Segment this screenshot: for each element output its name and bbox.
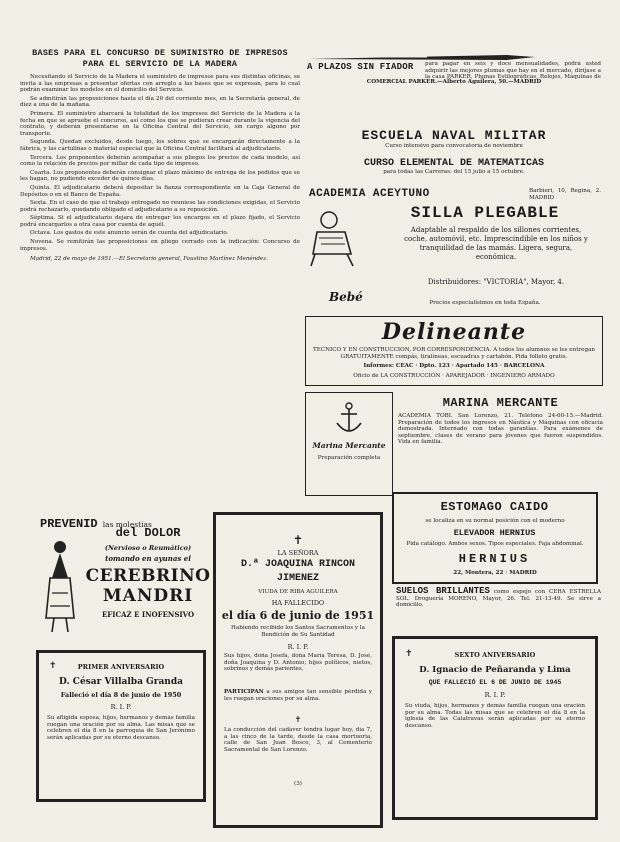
prevenid-tagline: EFICAZ E INOFENSIVO	[101, 610, 195, 619]
escuela-naval-subtitle: Curso intensivo para convocatoria de noviembre	[385, 143, 523, 149]
obit-relation: VIUDA DE RIBA AGUILERA	[258, 589, 338, 595]
ad-matematicas	[305, 158, 603, 176]
delineante-address: Informes: CEAC · Dpto. 123 · Apartado 145 · BARCELONA	[363, 363, 545, 369]
estomago-product: ELEVADOR HERNIUS	[453, 528, 536, 538]
obit-sacraments: Habiendo recibido los Santos Sacramentos y la Bendición de Su Santidad	[231, 625, 365, 638]
sexto-label: SEXTO ANIVERSARIO	[454, 651, 536, 659]
obituary-primer	[36, 650, 206, 802]
cross-icon-small: ✝	[294, 715, 302, 724]
sexto-rip: R. I. P.	[484, 691, 506, 699]
prevenid-product2: MANDRI	[102, 586, 194, 606]
ad-plazos	[305, 46, 603, 86]
estomago-brand: HERNIUS	[458, 552, 531, 566]
primer-label: PRIMER ANIVERSARIO	[77, 663, 165, 671]
prevenid-line3: (Nervioso o Reumático)	[104, 544, 192, 552]
obit-date: el día 6 de junio de 1951	[221, 609, 375, 622]
sexto-name: D. Ignacio de Peñaranda y Lima	[419, 665, 571, 675]
cross-icon: ✝	[292, 533, 304, 547]
contest-paragraph: Novena. Se remitirán las proposiciones en pliego cerrado con la indicación: Concurso de impresos.	[20, 239, 300, 252]
suelos-title: SUELOS BRILLANTES	[396, 586, 490, 596]
plazos-address: COMERCIAL PARKER.—Alberto Aguilera, 50.—MADRID	[366, 79, 542, 85]
ad-prevenid	[40, 512, 216, 638]
ad-silla	[305, 204, 603, 310]
obit-announce: PARTICIPAN	[224, 689, 264, 695]
contest-signature: Madrid, 22 de mayo de 1951.—El Secretario general, Faustino Martínez Menéndez.	[30, 256, 268, 263]
obit-announce-block	[224, 689, 372, 713]
obit-name-line1: D.ª JOAQUINA RINCON	[240, 559, 356, 570]
contest-paragraph: Necesitando el Servicio de la Madera el suministro de impresos para sus distintas oficinas, se invita a las empresas a presentar ofertas con arreglo a las bases que se expresan, para lo cual podrán examinar los modelos en el domicilio del Servicio.	[20, 74, 300, 94]
contest-paragraph: Octava. Los gastos de este anuncio serán de cuenta del adjudicatario.	[30, 230, 229, 237]
ad-marina	[398, 396, 603, 492]
prevenid-product1: CEREBRINO	[85, 566, 211, 586]
obit-died: HA FALLECIDO	[271, 599, 325, 607]
contest-paragraph: Segunda. Quedan excluidos, desde luego, los sobres que se encargarán directamente a la fábrica, y las cartulinas o material especial que la Oficina Central facilitará al adjudicatario.	[20, 139, 300, 152]
silla-distributor: Distribuidores: "VICTORIA", Mayor, 4.	[427, 278, 565, 286]
baby-chair-icon	[307, 208, 365, 268]
contest-paragraph: Tercera. Los proponentes deberán acompañar a sus pliegos los precios de cada modelo, así como la relación de precios por millar de cada tipo de impreso.	[20, 154, 300, 168]
badge-line: Preparación completa	[317, 455, 381, 461]
suelos-body: como espejo con CERA ESTRELLA SOL. Droguería MORENO, Mayor, 26. Tel. 21-13-49. Se sirve a domicilio.	[396, 589, 601, 609]
contest-paragraph: Se admitirán las proposiciones hasta el día 20 del corriente mes, en la Secretaría general, de diez a una de la mañana.	[20, 95, 300, 109]
obit-rip: R. I. P.	[287, 643, 309, 651]
silla-note: Precios especialísimos en toda España.	[429, 300, 541, 306]
anchor-icon	[334, 401, 364, 435]
contest-body	[20, 74, 300, 486]
ad-suelos	[396, 588, 601, 622]
left-column	[20, 48, 300, 70]
matematicas-title: CURSO ELEMENTAL DE MATEMATICAS	[363, 158, 545, 169]
obit-agency: (3)	[294, 781, 302, 787]
obituary-sexto	[392, 636, 598, 820]
primer-rip: R. I. P.	[110, 703, 132, 711]
marina-body: ACADEMIA TOBÍ. San Lorenzo, 21. Teléfono 24-60-15.—Madrid. Preparación de todos los ingresos en Náutica y Máquinas con eficacia demostrada. Internado con todas garantías. Para exámenes de septiembre, clases de verano para jóvenes que fueron suspendidos. Vida en familia.	[398, 413, 603, 446]
plazos-body: para pagar en seis y doce mensualidades, podrá usted adquirir las mejores plumas que hay en el mercado, diríjase a la casa PARKER, Plumas Estilográficas, Relojes, Máquinas de	[425, 61, 601, 80]
delineante-body: TÉCNICO Y EN CONSTRUCCIÓN, POR CORRESPONDENCIA. A todos los alumnos se les entregan GRATUITAMENTE compás, tiralíneas, escuadras y cartabón. Pida folleto gratis.	[313, 347, 595, 360]
escuela-naval-title: ESCUELA NAVAL MILITAR	[361, 128, 547, 143]
matematicas-subtitle: para todas las Carreras: del 15 julio a 15 octubre.	[383, 169, 525, 175]
estomago-address: 22, Montera, 22 · MADRID	[453, 570, 537, 576]
contest-paragraph: Primera. El suministro abarcará la totalidad de los impresos del Servicio de la Madera a la fecha en que se apruebe el concurso, así como los que se pudieran crear durante la vigencia del contrato, y deberán presentarse en la Oficina Central del Servicio, sin cargo alguno por transporte.	[20, 110, 300, 137]
badge-title: Marina Mercante	[312, 441, 386, 450]
silla-brand: Bebé	[329, 290, 363, 304]
obituary-main	[213, 512, 383, 828]
estomago-title: ESTOMAGO CAIDO	[440, 500, 549, 514]
sexto-date: QUE FALLECIÓ EL 6 DE JUNIO DE 1945	[428, 679, 562, 686]
aceytuno-name: ACADEMIA ACEYTUNO	[309, 188, 430, 200]
delineante-footer: Oficio de LA CONSTRUCCIÓN · APAREJADOR · INGENIERO ARMADO	[353, 373, 555, 379]
contest-paragraph: Séptima. Si el adjudicatario dejara de entregar los encargos en el plazo fijado, el Servicio podrá encargarlos a otra casa por cuenta de aquél.	[20, 215, 300, 228]
contest-heading: BASES PARA EL CONCURSO DE SUMINISTRO DE IMPRESOS PARA EL SERVICIO DE LA MADERA	[32, 48, 288, 69]
silla-title: SILLA PLEGABLE	[410, 204, 560, 222]
obit-body2: a sus amigos tan sensible pérdida y les ruegan oraciones por su alma.	[224, 689, 372, 702]
cross-icon: ✝	[49, 661, 57, 671]
plazos-title: A PLAZOS SIN FIADOR	[307, 62, 414, 72]
estomago-body2: Pida catálogo. Ambos sexos. Tipos especiales. Faja abdominal.	[406, 541, 584, 547]
estomago-body: se localiza en su normal posición con el moderno	[425, 518, 565, 524]
silla-body: Adaptable al respaldo de los sillones corrientes, coche, automóvil, etc. Imprescindible en los niños y tranquilidad de las mamás. Ligera, segura, económica.	[404, 226, 588, 261]
pen-icon	[307, 48, 537, 60]
obit-burial: La conducción del cadáver tendrá lugar hoy, día 7, a las cinco de la tarde, desde la casa mortuoria, calle de San Juan Bosco, 3, al Cementerio Sacramental de San Lorenzo.	[224, 727, 372, 753]
ad-delineante	[305, 316, 603, 386]
prevenid-line4: tomando en ayunas el	[105, 554, 191, 563]
prevenid-line1: las molestias	[102, 520, 152, 529]
primer-body: Su afligida esposa, hijos, hermanos y demás familia ruegan una oración por su alma. Las misas que se celebren el día 8 en la parroquia de San Jerónimo serán aplicadas por su eterno descanso.	[47, 715, 195, 741]
ad-escuela-naval	[305, 128, 603, 150]
contest-paragraph: Quinta. El adjudicatario deberá depositar la fianza correspondiente en la Caja General de Depósitos o en el Banco de España.	[20, 184, 300, 198]
prevenid-line2: del DOLOR	[115, 526, 181, 540]
obit-name-line2: JIMENEZ	[276, 573, 319, 584]
obit-label: LA SEÑORA	[277, 549, 319, 557]
dancer-icon	[42, 538, 78, 634]
primer-name: D. César Villalba Granda	[59, 677, 183, 687]
ad-badge	[305, 392, 393, 496]
aceytuno-address: Barbieri, 10, Regina, 2. MADRID	[529, 188, 601, 201]
contest-paragraph: Cuarta. Los proponentes deberán consignar el plazo máximo de entrega de los pedidos que se les hagan, no pudiendo exceder de quince días.	[20, 169, 300, 183]
ad-aceytuno	[305, 188, 603, 202]
delineante-title: Delineante	[381, 319, 527, 345]
cross-icon: ✝	[405, 649, 413, 659]
contest-paragraph: Sexta. En el caso de que el trabajo entregado no reuniese las condiciones exigidas, el Servicio podrá rechazarlo, quedando obligado el adjudicatario a su reposición.	[20, 200, 300, 213]
obit-body: Sus hijos, doña Josefa, doña María Teresa, D. José, doña Joaquina y D. Antonio; hijos políticos, nietos, sobrinos y demás parientes,	[224, 653, 372, 673]
ad-estomago	[392, 492, 598, 584]
prevenid-title: PREVENID	[40, 517, 98, 531]
marina-title: MARINA MERCANTE	[442, 396, 559, 410]
suelos-block	[396, 588, 601, 609]
primer-date: Falleció el día 8 de junio de 1950	[60, 691, 182, 699]
sexto-body: Su viuda, hijos, hermanos y demás familia ruegan una oración por su alma. Todas las misas que se celebren el día 8 en la iglesia de las Calatravas serán aplicadas por su eterno descanso.	[405, 703, 585, 729]
